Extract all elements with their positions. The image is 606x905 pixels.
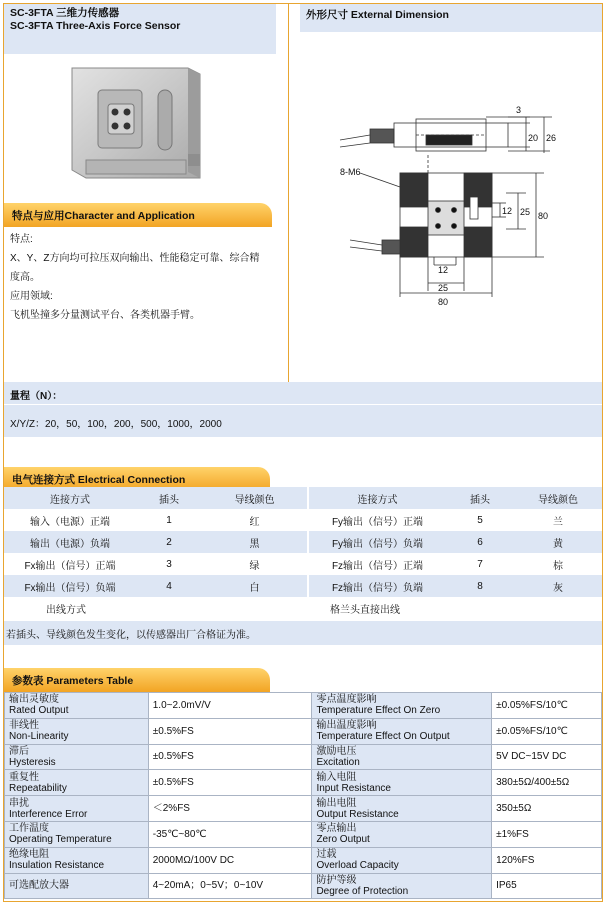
param-r-val: 350±5Ω — [496, 803, 532, 815]
param-r-cn: 过载 — [316, 849, 337, 861]
dim-label-m6: 8-M6 — [340, 167, 361, 177]
param-l-cn: 输出灵敏度 — [9, 694, 59, 706]
param-r-cn: 输入电阻 — [316, 771, 357, 783]
feature-line: 特点: — [10, 234, 33, 245]
table-row — [5, 821, 602, 847]
param-l-val: 2000MΩ/100V DC — [152, 854, 235, 866]
feature-line: 应用领域: — [10, 291, 53, 302]
param-l-val: ±0.5%FS — [152, 777, 194, 789]
param-l-val: 1.0~2.0mV/V — [152, 699, 211, 711]
param-r-en: Output Resistance — [316, 808, 399, 820]
param-l-en: Rated Output — [9, 705, 69, 717]
dim-label-25v: 25 — [520, 207, 531, 217]
title-cn: SC-3FTA 三维力传感器 — [10, 7, 120, 19]
param-r-val: IP65 — [496, 880, 517, 892]
feature-line: X、Y、Z方向均可拉压双向输出、性能稳定可靠、综合精 — [10, 253, 260, 264]
param-r-val: 5V DC~15V DC — [496, 751, 567, 763]
dim-label-25h: 25 — [438, 283, 449, 293]
param-r-val: ±0.05%FS/10℃ — [496, 725, 568, 737]
param-l-en: Repeatability — [9, 782, 67, 794]
range-label: 量程（N）： — [4, 382, 602, 404]
param-r-cn: 零点输出 — [316, 823, 357, 835]
table-row — [5, 847, 602, 873]
param-r-en: Overload Capacity — [316, 860, 399, 872]
table-row — [5, 873, 602, 899]
cable-method-label: 出线方式 — [46, 605, 86, 616]
params-table — [4, 692, 602, 899]
param-l-en: Operating Temperature — [9, 834, 112, 846]
param-r-en: Excitation — [316, 756, 360, 768]
param-r-en: Degree of Protection — [316, 885, 409, 897]
connection-note: 若插头、导线颜色发生变化，以传感器出厂合格证为准。 — [4, 621, 602, 645]
product-title — [4, 4, 276, 54]
param-r-cn: 防护等级 — [316, 874, 357, 886]
column-divider — [288, 4, 289, 382]
dim-label-20: 20 — [528, 133, 539, 143]
param-l-cn: 重复性 — [9, 771, 39, 783]
table-row: Fx输出（信号）正端 3 绿 Fz输出（信号）正端 7 棕 — [4, 553, 602, 575]
sensor-photo — [60, 60, 210, 195]
dim-label-26: 26 — [546, 133, 557, 143]
param-r-en: Input Resistance — [316, 782, 391, 794]
feature-line: 飞机坠撞多分量测试平台、各类机器手臂。 — [10, 310, 200, 321]
param-l-val: 4~20mA；0~5V；0~10V — [152, 880, 264, 892]
table-row — [5, 693, 602, 719]
param-l-en: Insulation Resistance — [9, 860, 105, 872]
param-l-cn: 工作温度 — [9, 823, 49, 835]
param-l-cn: 串扰 — [9, 797, 29, 809]
param-r-en: Zero Output — [316, 834, 370, 846]
dim-label-80v: 80 — [538, 211, 549, 221]
feature-line: 度高。 — [10, 272, 40, 283]
connection-table — [4, 487, 602, 597]
param-r-cn: 输出温度影响 — [316, 720, 377, 732]
param-l-val: -35℃~80℃ — [152, 828, 207, 840]
range-values: X/Y/Z：20，50，100，200，500，1000，2000 — [4, 405, 602, 437]
param-r-val: ±1%FS — [496, 828, 529, 840]
param-r-val: 120%FS — [496, 854, 535, 866]
param-l-en: Interference Error — [9, 808, 88, 820]
table-row — [5, 770, 602, 796]
table-row: 输入（电源）正端 1 红 Fy输出（信号）正端 5 兰 — [4, 509, 602, 531]
param-l-cn: 滞后 — [9, 745, 29, 757]
dim-label-12h: 12 — [438, 265, 449, 275]
param-r-cn: 激励电压 — [316, 745, 357, 757]
connection-tab: 电气连接方式 Electrical Connection — [4, 467, 270, 491]
dim-label-12v: 12 — [502, 206, 513, 216]
param-l-val: ±0.5%FS — [152, 751, 194, 763]
table-row — [5, 718, 602, 744]
param-l-en: Non-Linearity — [9, 731, 69, 743]
param-l-cn: 绝缘电阻 — [9, 849, 49, 861]
dim-label-3: 3 — [516, 105, 522, 115]
table-row — [5, 744, 602, 770]
param-r-en: Temperature Effect On Zero — [316, 705, 441, 717]
dim-label-80h: 80 — [438, 297, 449, 307]
param-l-val: ＜2%FS — [152, 803, 190, 815]
param-l-val: ±0.5%FS — [152, 725, 194, 737]
dimension-title: 外形尺寸 External Dimension — [300, 4, 602, 32]
table-row — [5, 796, 602, 822]
connection-header-row: 连接方式 插头 导线颜色 连接方式 插头 导线颜色 — [4, 487, 602, 509]
param-l-cn: 可选配放大器 — [9, 880, 69, 892]
cable-method-value: 格兰头直接出线 — [330, 605, 400, 616]
params-tab: 参数表 Parameters Table — [4, 668, 270, 692]
param-r-val: 380±5Ω/400±5Ω — [496, 777, 570, 789]
dimension-drawing — [330, 95, 565, 310]
param-r-val: ±0.05%FS/10℃ — [496, 699, 568, 711]
title-en: SC-3FTA Three-Axis Force Sensor — [10, 20, 181, 32]
param-r-cn: 零点温度影响 — [316, 694, 377, 706]
param-r-cn: 输出电阻 — [316, 797, 357, 809]
character-body — [10, 230, 285, 325]
table-row: Fx输出（信号）负端 4 白 Fz输出（信号）负端 8 灰 — [4, 575, 602, 597]
param-l-en: Hysteresis — [9, 756, 56, 768]
param-r-en: Temperature Effect On Output — [316, 731, 450, 743]
table-row: 输出（电源）负端 2 黑 Fy输出（信号）负端 6 黄 — [4, 531, 602, 553]
param-l-cn: 非线性 — [9, 720, 39, 732]
character-tab: 特点与应用Character and Application — [4, 203, 272, 227]
